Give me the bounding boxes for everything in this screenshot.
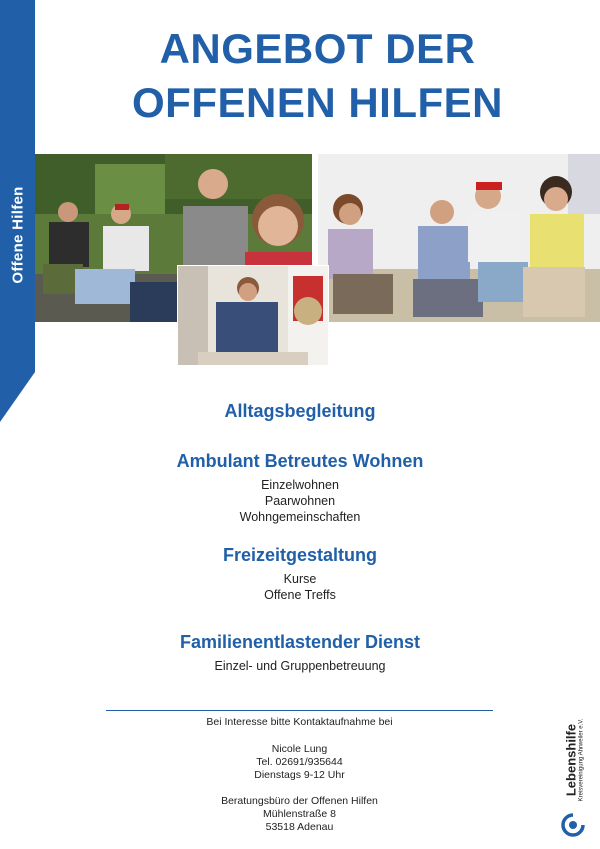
contact-hours: Dienstags 9-12 Uhr <box>254 769 345 781</box>
contact-intro: Bei Interesse bitte Kontaktaufnahme bei <box>206 716 393 728</box>
page-title-line-1: ANGEBOT DER <box>159 25 476 72</box>
logo-name: Lebenshilfe <box>563 723 579 797</box>
service-heading: Alltagsbegleitung <box>224 401 376 421</box>
contact-name: Nicole Lung <box>271 743 328 755</box>
photo-sofa-group <box>318 154 600 322</box>
service-alltagsbegleitung <box>100 400 500 422</box>
contact-city: 53518 Adenau <box>265 821 334 833</box>
logo-text <box>565 719 586 802</box>
service-heading: Familienentlastender Dienst <box>179 632 421 652</box>
service-heading: Freizeitgestaltung <box>222 545 378 565</box>
photo-man-at-table <box>177 265 329 366</box>
lebenshilfe-logo-icon <box>561 812 585 838</box>
page-title-line-2: OFFENEN HILFEN <box>132 79 503 126</box>
service-item: Einzelwohnen <box>261 478 339 492</box>
service-freizeitgestaltung <box>100 544 500 603</box>
service-item: Einzel- und Gruppenbetreuung <box>214 659 386 673</box>
sidebar-label: Offene Hilfen <box>9 186 27 284</box>
sidebar-band <box>0 0 35 372</box>
logo-subtitle: Kreisvereinigung Ahrweiler e.V. <box>578 718 585 802</box>
contact-office: Beratungsbüro der Offenen Hilfen <box>221 795 378 807</box>
service-item: Wohngemeinschaften <box>239 510 361 524</box>
lebenshilfe-logo <box>555 712 595 842</box>
divider <box>106 710 493 711</box>
service-item: Paarwohnen <box>264 494 336 508</box>
contact-phone: Tel. 02691/935644 <box>256 756 343 768</box>
service-item: Kurse <box>283 572 317 586</box>
contact-street: Mühlenstraße 8 <box>263 808 336 820</box>
service-item: Offene Treffs <box>264 588 336 602</box>
service-heading: Ambulant Betreutes Wohnen <box>176 451 424 471</box>
service-ambulant-betreutes-wohnen <box>100 450 500 525</box>
service-familienentlastender-dienst <box>100 631 500 674</box>
